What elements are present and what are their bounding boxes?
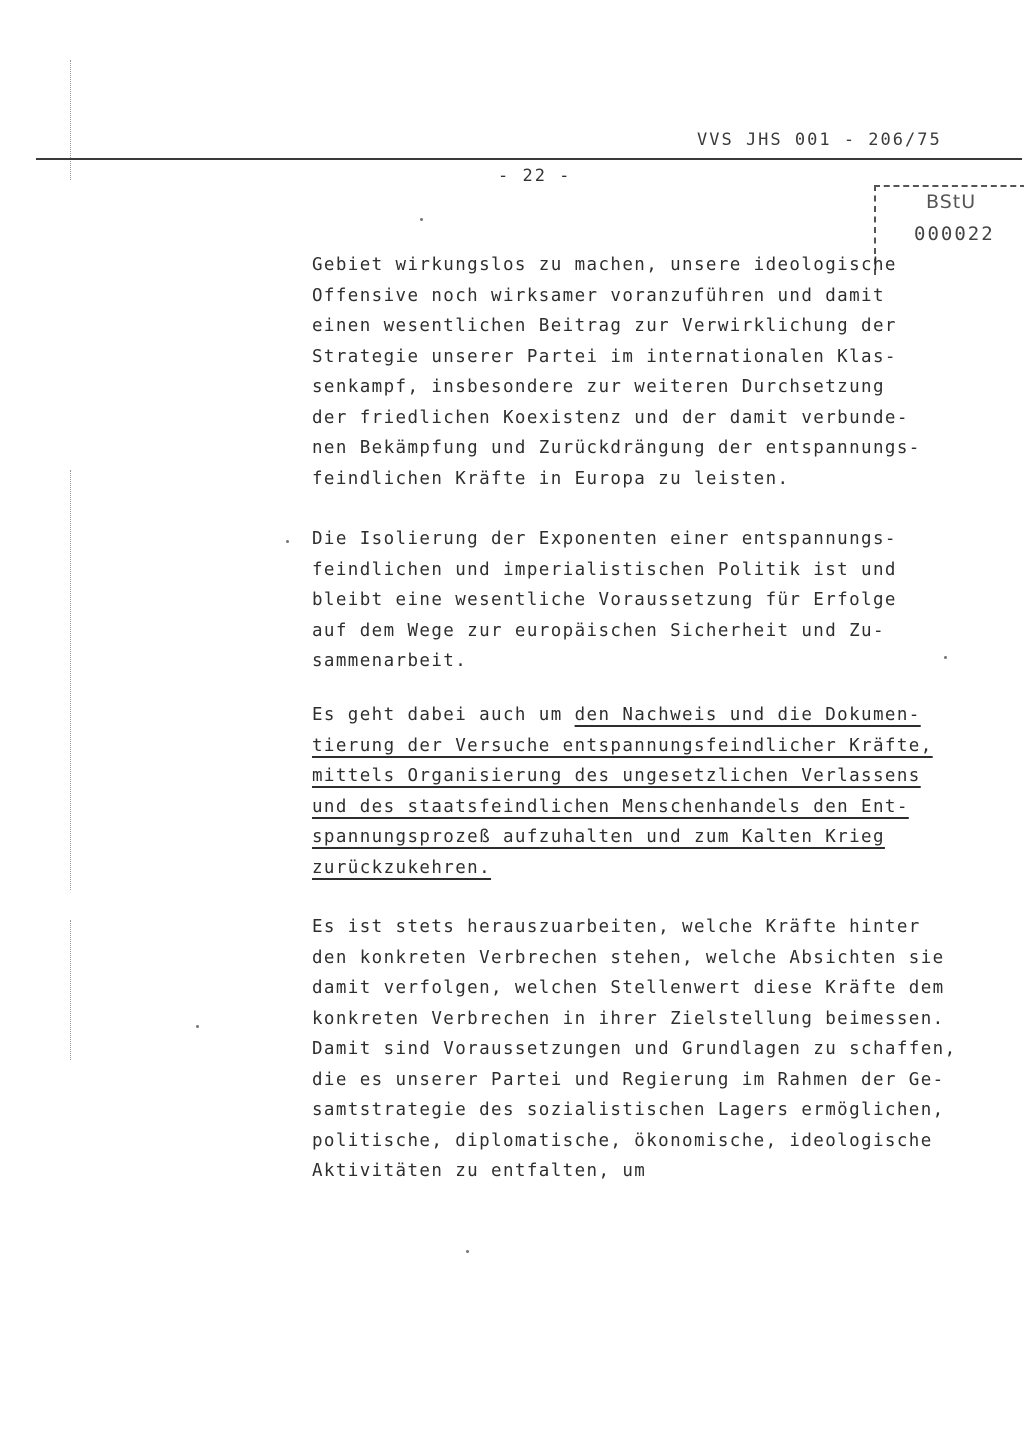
- underlined-text: den Nachweis und die Dokumen-: [574, 705, 921, 725]
- binding-edge-mark: [70, 60, 71, 180]
- underlined-text: zurückzukehren.: [312, 857, 492, 878]
- text-line: Strategie unserer Partei im internationalen Klas-: [312, 346, 897, 367]
- paragraph-2: [312, 524, 897, 677]
- header-rule: [36, 158, 1022, 160]
- scan-speck: [466, 1250, 469, 1253]
- scan-speck: [286, 540, 289, 543]
- underlined-text: mittels Organisierung des ungesetzlichen Verlassens: [312, 766, 921, 786]
- paragraph-1: [312, 250, 921, 494]
- text-line: konkreten Verbrechen in ihrer Zielstellung beimessen.: [312, 1008, 945, 1029]
- text-line: Offensive noch wirksamer voranzuführen und damit: [312, 285, 885, 306]
- underlined-text: tierung der Versuche entspannungsfeindlicher Kräfte,: [312, 735, 933, 756]
- text-line: Es geht dabei auch um: [312, 705, 575, 725]
- text-line: feindlichen Kräfte in Europa zu leisten.: [312, 468, 790, 489]
- text-line: einen wesentlichen Beitrag zur Verwirklichung der: [312, 316, 897, 336]
- text-line: Die Isolierung der Exponenten einer entspannungs-: [312, 529, 897, 549]
- underlined-text: und des staatsfeindlichen Menschenhandels den Ent-: [312, 796, 909, 817]
- text-line: sammenarbeit.: [312, 651, 468, 671]
- text-line: die es unserer Partei und Regierung im Rahmen der Ge-: [312, 1069, 945, 1090]
- text-line: politische, diplomatische, ökonomische, ideologische: [312, 1130, 933, 1151]
- binding-edge-mark: [70, 920, 71, 1060]
- text-line: samtstrategie des sozialistischen Lagers ermöglichen,: [312, 1100, 945, 1120]
- scan-speck: [420, 218, 423, 221]
- underlined-text: spannungsprozeß aufzuhalten und zum Kalten Krieg: [312, 827, 885, 847]
- paragraph-4: [312, 912, 957, 1187]
- document-reference: VVS JHS 001 - 206/75: [697, 130, 942, 150]
- text-line: den konkreten Verbrechen stehen, welche Absichten sie: [312, 947, 945, 968]
- page-number: - 22 -: [498, 166, 572, 186]
- stamp-page-code: 000022: [914, 223, 995, 245]
- text-line: Damit sind Voraussetzungen und Grundlagen zu schaffen,: [312, 1039, 957, 1059]
- text-line: Aktivitäten zu entfalten, um: [312, 1161, 647, 1181]
- text-line: Gebiet wirkungslos zu machen, unsere ideologische: [312, 255, 897, 275]
- text-line: bleibt eine wesentliche Voraussetzung für Erfolge: [312, 590, 897, 610]
- scan-speck: [944, 656, 947, 659]
- text-line: auf dem Wege zur europäischen Sicherheit und Zu-: [312, 620, 885, 641]
- text-line: der friedlichen Koexistenz und der damit verbunde-: [312, 407, 909, 428]
- stamp-archive-name: BStU: [926, 191, 977, 213]
- paragraph-3: [312, 700, 933, 883]
- scan-speck: [196, 1025, 199, 1028]
- binding-edge-mark: [70, 470, 71, 890]
- text-line: senkampf, insbesondere zur weiteren Durchsetzung: [312, 377, 885, 397]
- text-line: feindlichen und imperialistischen Politik ist und: [312, 559, 897, 580]
- text-line: Es ist stets herauszuarbeiten, welche Kräfte hinter: [312, 917, 921, 937]
- text-line: nen Bekämpfung und Zurückdrängung der entspannungs-: [312, 438, 921, 458]
- text-line: damit verfolgen, welchen Stellenwert diese Kräfte dem: [312, 978, 945, 998]
